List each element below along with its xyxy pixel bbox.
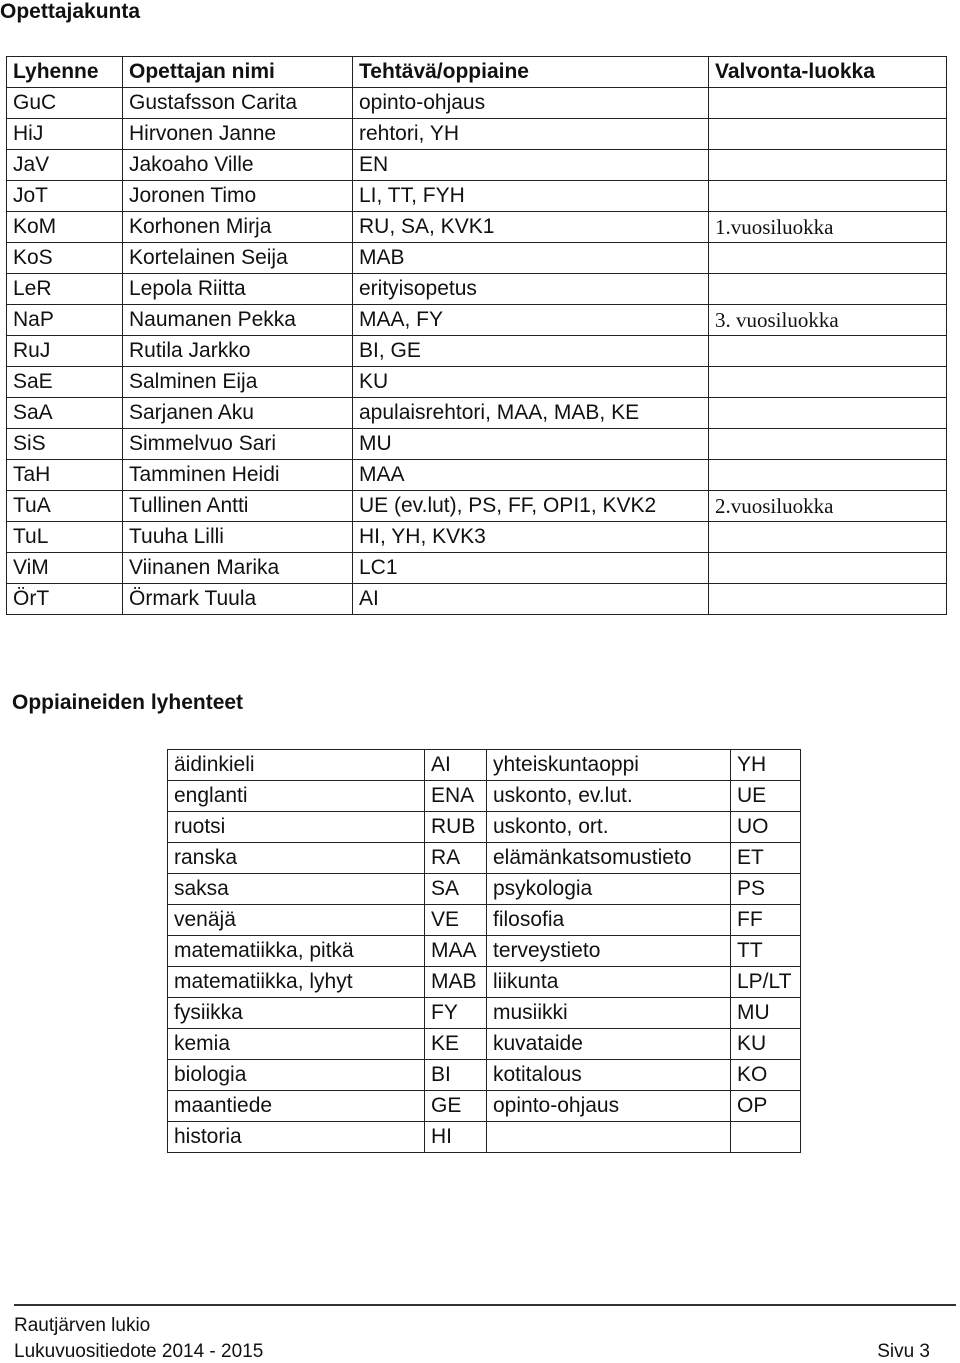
subject-row	[168, 874, 801, 905]
subject-row	[168, 936, 801, 967]
subject-abbreviation: ENA	[425, 781, 487, 812]
subject-abbreviation: FY	[425, 998, 487, 1029]
subject-name: psykologia	[487, 874, 731, 905]
subject-abbreviation: GE	[425, 1091, 487, 1122]
supervision-class	[709, 398, 947, 429]
subject-name: uskonto, ev.lut.	[487, 781, 731, 812]
teacher-subjects: rehtori, YH	[353, 119, 709, 150]
teacher-abbreviation: LeR	[7, 274, 123, 305]
subject-name: äidinkieli	[168, 750, 425, 781]
subject-row	[168, 750, 801, 781]
supervision-class	[709, 88, 947, 119]
subject-name: kotitalous	[487, 1060, 731, 1091]
teacher-name: Sarjanen Aku	[123, 398, 353, 429]
supervision-class	[709, 553, 947, 584]
subject-row	[168, 812, 801, 843]
teacher-abbreviation: ViM	[7, 553, 123, 584]
subject-name: terveystieto	[487, 936, 731, 967]
teacher-row	[7, 553, 947, 584]
teacher-name: Örmark Tuula	[123, 584, 353, 615]
subject-abbreviation: RA	[425, 843, 487, 874]
subject-name: ruotsi	[168, 812, 425, 843]
subject-abbreviation: FF	[731, 905, 801, 936]
teacher-name: Viinanen Marika	[123, 553, 353, 584]
supervision-class: 3. vuosiluokka	[709, 305, 947, 336]
teacher-row	[7, 460, 947, 491]
supervision-class: 2.vuosiluokka	[709, 491, 947, 522]
teacher-subjects: UE (ev.lut), PS, FF, OPI1, KVK2	[353, 491, 709, 522]
teacher-subjects: erityisopetus	[353, 274, 709, 305]
teacher-abbreviation: TuA	[7, 491, 123, 522]
header-supervision-class: Valvonta-luokka	[709, 57, 947, 88]
footer-school: Rautjärven lukio	[14, 1315, 151, 1336]
teacher-subjects: EN	[353, 150, 709, 181]
teacher-subjects: LC1	[353, 553, 709, 584]
subject-row	[168, 1060, 801, 1091]
subject-abbreviation: MAA	[425, 936, 487, 967]
subject-abbreviation: HI	[425, 1122, 487, 1153]
teacher-subjects: BI, GE	[353, 336, 709, 367]
teacher-name: Gustafsson Carita	[123, 88, 353, 119]
subject-abbreviation: MU	[731, 998, 801, 1029]
teacher-subjects: AI	[353, 584, 709, 615]
subject-name: elämänkatsomustieto	[487, 843, 731, 874]
subject-abbreviation	[731, 1122, 801, 1153]
teachers-table-body	[7, 88, 947, 615]
supervision-class	[709, 522, 947, 553]
subject-row	[168, 781, 801, 812]
teacher-row	[7, 336, 947, 367]
teacher-name: Tullinen Antti	[123, 491, 353, 522]
teacher-name: Jakoaho Ville	[123, 150, 353, 181]
subject-abbreviation: UO	[731, 812, 801, 843]
subject-abbreviation: KO	[731, 1060, 801, 1091]
subject-name: musiikki	[487, 998, 731, 1029]
subject-name: liikunta	[487, 967, 731, 998]
subject-name: saksa	[168, 874, 425, 905]
subject-name	[487, 1122, 731, 1153]
subject-abbreviation: AI	[425, 750, 487, 781]
subject-abbreviations-table	[167, 749, 801, 1153]
teacher-abbreviation: JoT	[7, 181, 123, 212]
subject-abbreviation: RUB	[425, 812, 487, 843]
teacher-row	[7, 181, 947, 212]
subject-abbreviation: BI	[425, 1060, 487, 1091]
subject-row	[168, 905, 801, 936]
teacher-subjects: HI, YH, KVK3	[353, 522, 709, 553]
teacher-name: Rutila Jarkko	[123, 336, 353, 367]
teacher-subjects: MAA	[353, 460, 709, 491]
subject-name: filosofia	[487, 905, 731, 936]
supervision-class	[709, 367, 947, 398]
teacher-name: Hirvonen Janne	[123, 119, 353, 150]
teacher-abbreviation: GuC	[7, 88, 123, 119]
teacher-subjects: MAA, FY	[353, 305, 709, 336]
teacher-name: Salminen Eija	[123, 367, 353, 398]
subject-name: kemia	[168, 1029, 425, 1060]
teachers-table	[6, 56, 947, 615]
subject-name: venäjä	[168, 905, 425, 936]
subject-abbreviation: YH	[731, 750, 801, 781]
footer-document: Lukuvuositiedote 2014 - 2015	[14, 1341, 264, 1362]
teacher-name: Tuuha Lilli	[123, 522, 353, 553]
subject-name: maantiede	[168, 1091, 425, 1122]
subject-row	[168, 1122, 801, 1153]
teacher-subjects: apulaisrehtori, MAA, MAB, KE	[353, 398, 709, 429]
teacher-name: Simmelvuo Sari	[123, 429, 353, 460]
teacher-abbreviation: KoM	[7, 212, 123, 243]
teacher-name: Naumanen Pekka	[123, 305, 353, 336]
supervision-class	[709, 584, 947, 615]
subject-name: biologia	[168, 1060, 425, 1091]
subject-abbreviation: ET	[731, 843, 801, 874]
supervision-class	[709, 274, 947, 305]
teacher-abbreviation: ÖrT	[7, 584, 123, 615]
teacher-name: Joronen Timo	[123, 181, 353, 212]
teacher-abbreviation: HiJ	[7, 119, 123, 150]
teacher-abbreviation: SaA	[7, 398, 123, 429]
subject-abbreviation: SA	[425, 874, 487, 905]
teacher-name: Korhonen Mirja	[123, 212, 353, 243]
subject-name: yhteiskuntaoppi	[487, 750, 731, 781]
teacher-name: Kortelainen Seija	[123, 243, 353, 274]
subject-name: historia	[168, 1122, 425, 1153]
teacher-row	[7, 88, 947, 119]
teacher-row	[7, 274, 947, 305]
header-teacher-name: Opettajan nimi	[123, 57, 353, 88]
subject-name: uskonto, ort.	[487, 812, 731, 843]
teacher-row	[7, 491, 947, 522]
teacher-subjects: MAB	[353, 243, 709, 274]
teacher-subjects: RU, SA, KVK1	[353, 212, 709, 243]
subject-abbreviation: LP/LT	[731, 967, 801, 998]
subject-row	[168, 1029, 801, 1060]
subject-abbreviation: KU	[731, 1029, 801, 1060]
header-task-subject: Tehtävä/oppiaine	[353, 57, 709, 88]
subject-row	[168, 967, 801, 998]
teacher-abbreviation: KoS	[7, 243, 123, 274]
subjects-heading: Oppiaineiden lyhenteet	[12, 691, 244, 714]
teacher-row	[7, 150, 947, 181]
supervision-class	[709, 243, 947, 274]
teacher-row	[7, 522, 947, 553]
subject-abbreviation: PS	[731, 874, 801, 905]
teacher-name: Tamminen Heidi	[123, 460, 353, 491]
teacher-row	[7, 584, 947, 615]
teacher-abbreviation: TaH	[7, 460, 123, 491]
teacher-abbreviation: JaV	[7, 150, 123, 181]
subject-abbreviation: VE	[425, 905, 487, 936]
supervision-class	[709, 181, 947, 212]
subject-abbreviation: UE	[731, 781, 801, 812]
teacher-abbreviation: SiS	[7, 429, 123, 460]
teacher-row	[7, 212, 947, 243]
subject-name: fysiikka	[168, 998, 425, 1029]
supervision-class	[709, 119, 947, 150]
subject-name: ranska	[168, 843, 425, 874]
footer-page-number: Sivu 3	[877, 1341, 930, 1362]
subject-name: matematiikka, pitkä	[168, 936, 425, 967]
teacher-abbreviation: NaP	[7, 305, 123, 336]
subject-row	[168, 1091, 801, 1122]
teacher-subjects: MU	[353, 429, 709, 460]
supervision-class	[709, 336, 947, 367]
teacher-abbreviation: RuJ	[7, 336, 123, 367]
supervision-class	[709, 150, 947, 181]
teacher-name: Lepola Riitta	[123, 274, 353, 305]
subject-abbreviation: MAB	[425, 967, 487, 998]
subject-name: englanti	[168, 781, 425, 812]
supervision-class	[709, 429, 947, 460]
teacher-row	[7, 429, 947, 460]
subject-abbreviation: OP	[731, 1091, 801, 1122]
subject-abbreviation: TT	[731, 936, 801, 967]
teacher-row	[7, 243, 947, 274]
subject-row	[168, 843, 801, 874]
teacher-subjects: opinto-ohjaus	[353, 88, 709, 119]
teacher-abbreviation: SaE	[7, 367, 123, 398]
header-abbreviation: Lyhenne	[7, 57, 123, 88]
supervision-class	[709, 460, 947, 491]
teacher-abbreviation: TuL	[7, 522, 123, 553]
teacher-row	[7, 119, 947, 150]
subject-abbreviations-body	[168, 750, 801, 1153]
teacher-subjects: KU	[353, 367, 709, 398]
subject-abbreviation: KE	[425, 1029, 487, 1060]
subject-name: matematiikka, lyhyt	[168, 967, 425, 998]
teacher-row	[7, 367, 947, 398]
subject-name: kuvataide	[487, 1029, 731, 1060]
teacher-subjects: LI, TT, FYH	[353, 181, 709, 212]
teacher-row	[7, 398, 947, 429]
subject-row	[168, 998, 801, 1029]
subject-name: opinto-ohjaus	[487, 1091, 731, 1122]
supervision-class: 1.vuosiluokka	[709, 212, 947, 243]
page-title: Opettajakunta	[0, 0, 141, 23]
footer-divider	[14, 1304, 956, 1306]
teacher-row	[7, 305, 947, 336]
teachers-header-row	[7, 57, 947, 88]
